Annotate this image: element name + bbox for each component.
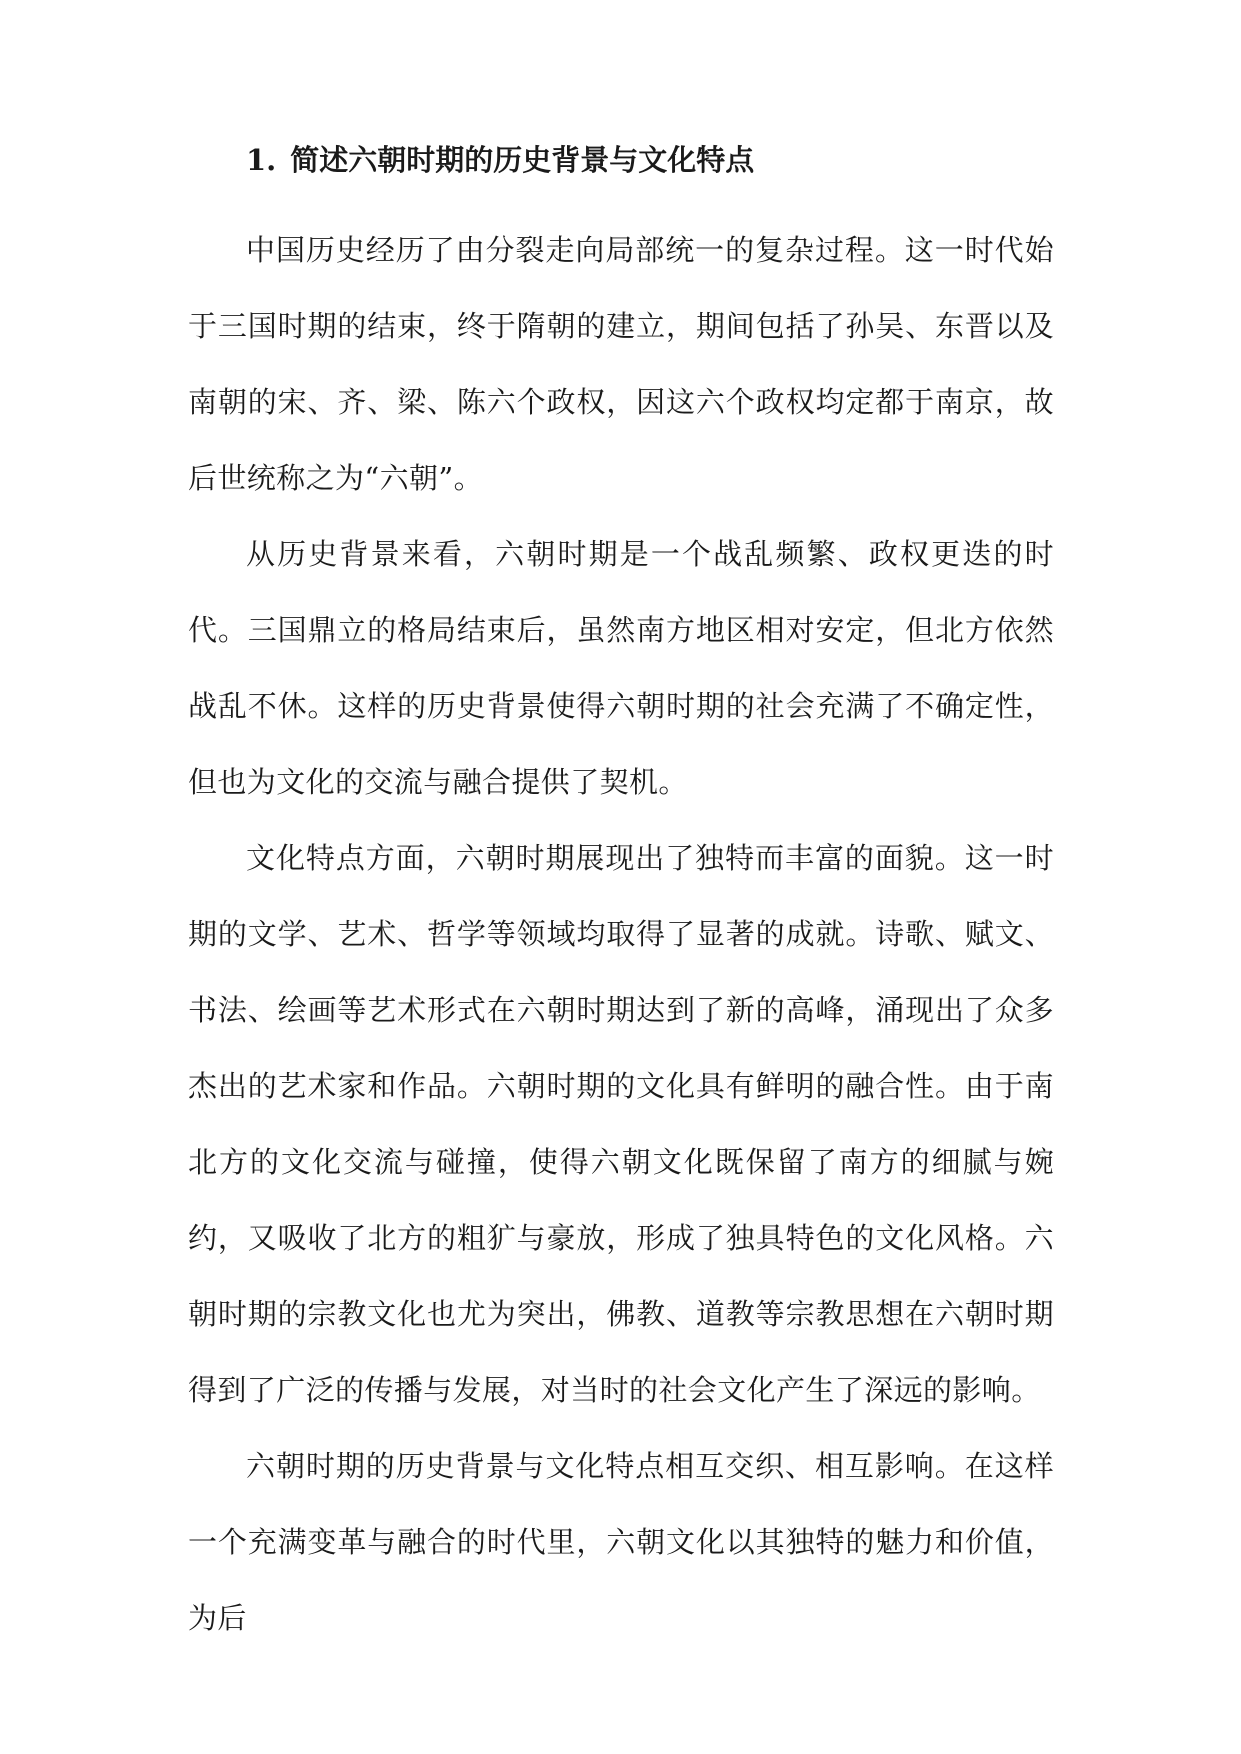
paragraph-3: 文化特点方面，六朝时期展现出了独特而丰富的面貌。这一时期的文学、艺术、哲学等领域均取得了显著的成就。诗歌、赋文、书法、绘画等艺术形式在六朝时期达到了新的高峰，涌现出了众多杰出的艺术家和作品。六朝时期的文化具有鲜明的融合性。由于南北方的文化交流与碰撞，使得六朝文化既保留了南方的细腻与婉约，又吸收了北方的粗犷与豪放，形成了独具特色的文化风格。六朝时期的宗教文化也尤为突出，佛教、道教等宗教思想在六朝时期得到了广泛的传播与发展，对当时的社会文化产生了深远的影响。: [188, 841, 1054, 1407]
section-title: 简述六朝时期的历史背景与文化特点: [290, 143, 755, 177]
paragraph-4: 六朝时期的历史背景与文化特点相互交织、相互影响。在这样一个充满变革与融合的时代里，六朝文化以其独特的魅力和价值，为后: [188, 1449, 1054, 1635]
section-number: 1.: [246, 143, 277, 177]
document-body: [188, 138, 1054, 1656]
section-heading: [188, 138, 1054, 182]
paragraph-2: 从历史背景来看，六朝时期是一个战乱频繁、政权更迭的时代。三国鼎立的格局结束后，虽然南方地区相对安定，但北方依然战乱不休。这样的历史背景使得六朝时期的社会充满了不确定性，但也为文化的交流与融合提供了契机。: [188, 537, 1054, 799]
paragraph-1: 中国历史经历了由分裂走向局部统一的复杂过程。这一时代始于三国时期的结束，终于隋朝的建立，期间包括了孙吴、东晋以及南朝的宋、齐、梁、陈六个政权，因这六个政权均定都于南京，故后世统称之为“六朝”。: [188, 233, 1054, 495]
